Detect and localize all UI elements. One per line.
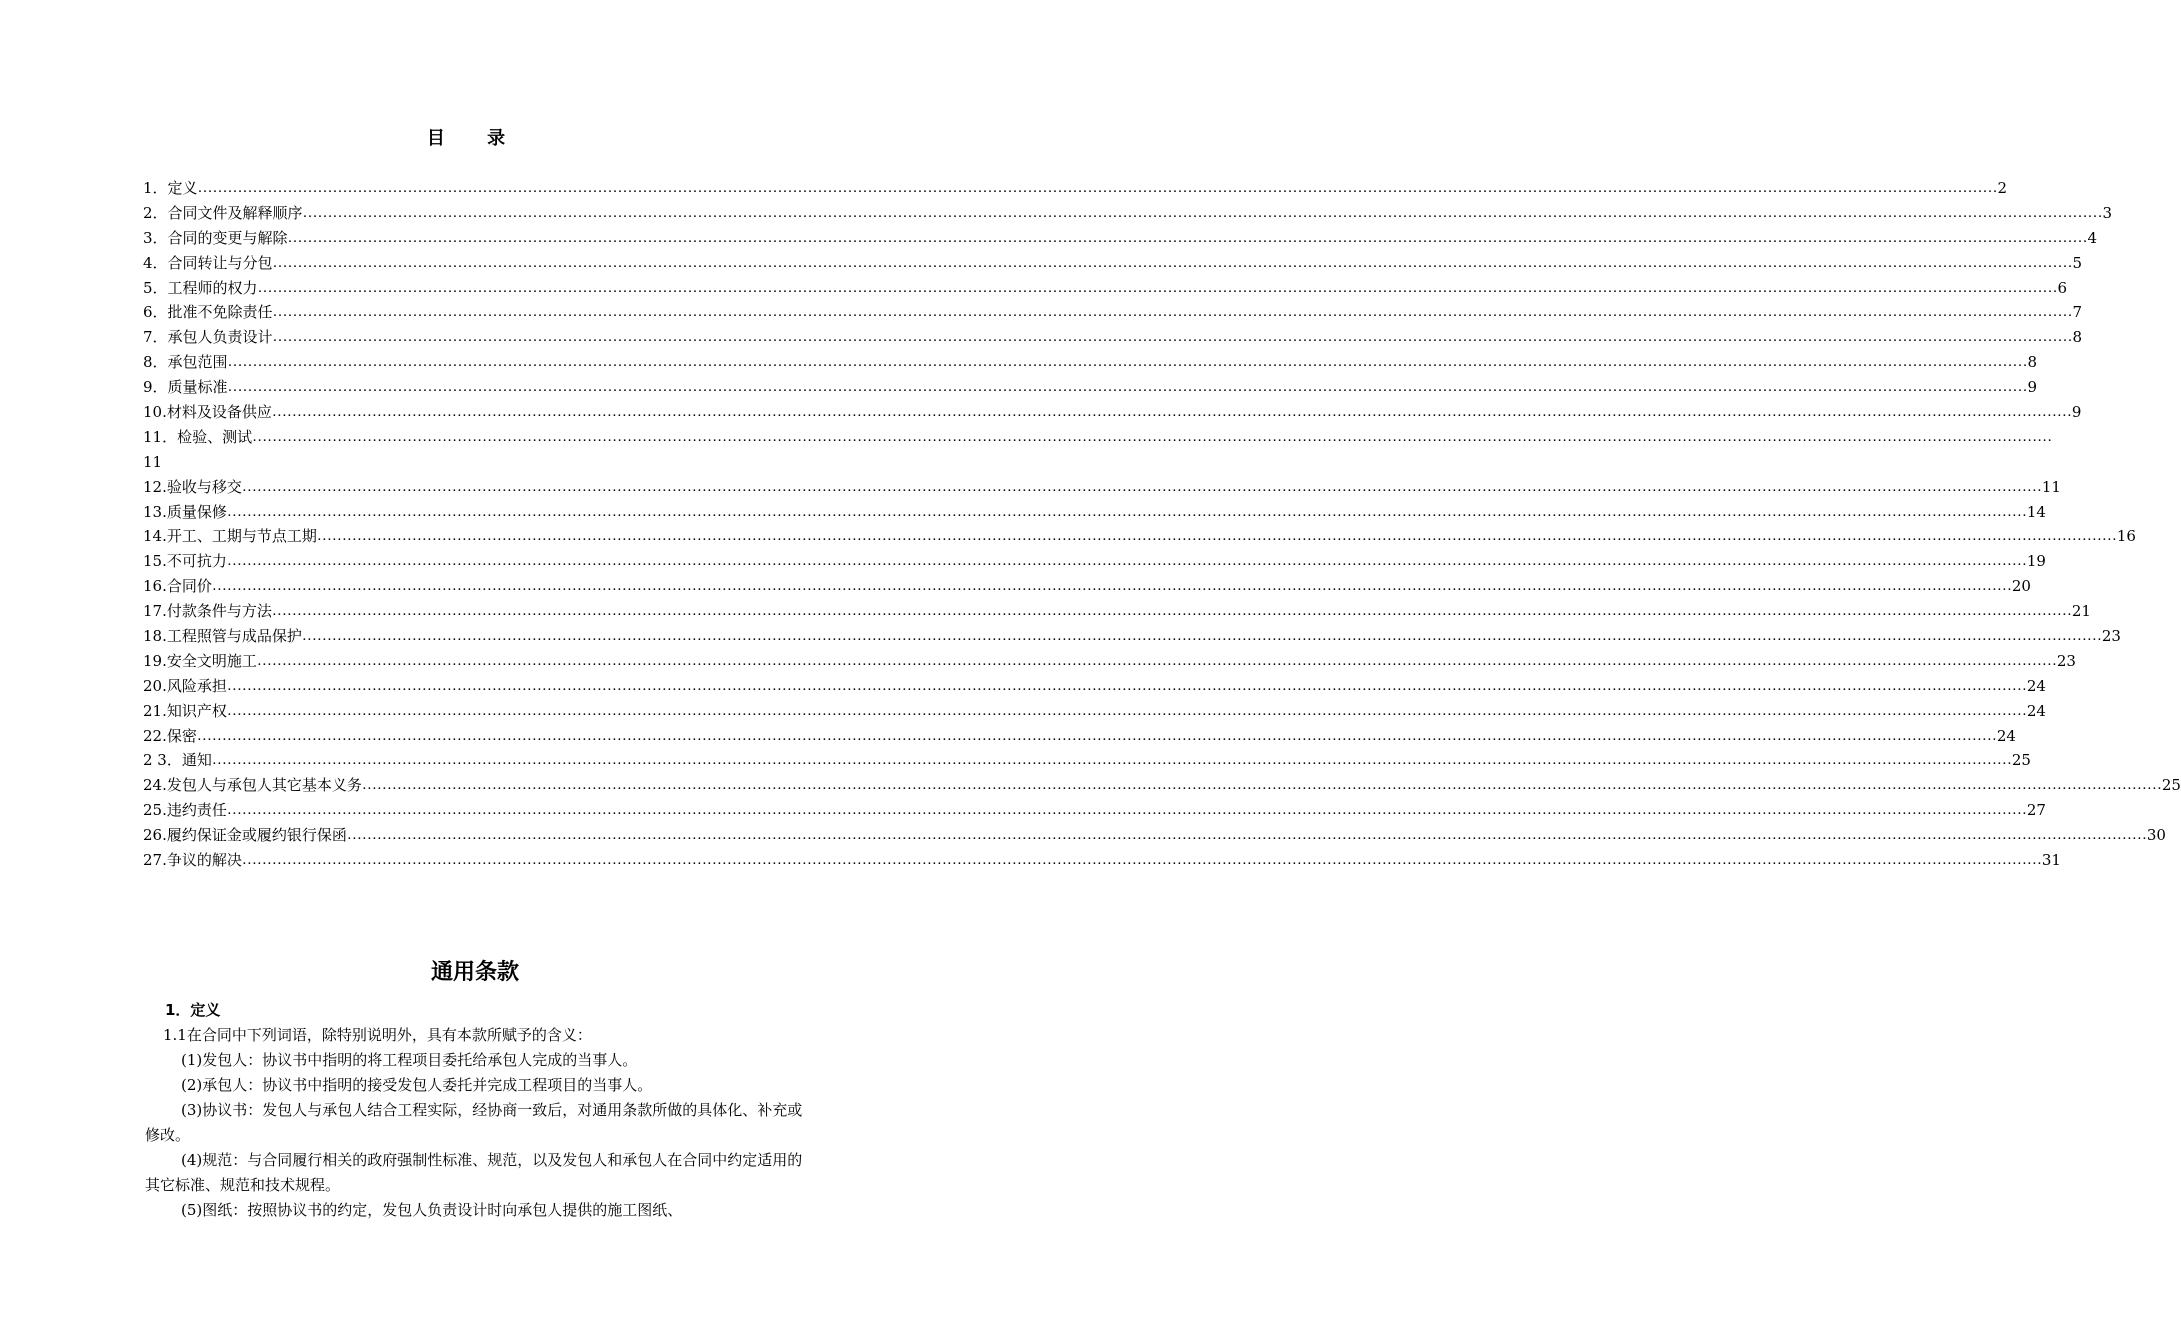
toc-entry	[143, 624, 2121, 649]
toc-entry	[143, 549, 2046, 574]
toc-entry	[143, 674, 2046, 699]
toc-entry-label: 21.知识产权	[143, 701, 227, 720]
toc-entry-page: 7	[2072, 303, 2083, 322]
toc-entry	[143, 574, 2031, 599]
toc-entry	[143, 599, 2091, 624]
toc-entry-label: 9．质量标准	[143, 378, 228, 397]
toc-entry-label: 8．承包范围	[143, 353, 228, 372]
toc-entry	[143, 226, 2098, 251]
toc-entry-label: 4．合同转让与分包	[143, 253, 273, 272]
toc-wrapped-line	[143, 450, 803, 475]
toc-leader-dots: ………………………………………………………………………………………………………………………………………………………………………………………………………………………………………………………………………………………………………………………………	[241, 852, 2042, 869]
toc-leader-dots: ………………………………………………………………………………………………………………………………………………………………………………………………………………………………………………………………………………………………………………………………	[196, 727, 1997, 744]
toc-entry-page: 11	[143, 452, 163, 471]
toc-leader-dots: ………………………………………………………………………………………………………………………………………………………………………………………………………………………………………………………………………………………………………………………………	[211, 752, 2012, 769]
toc-entry-page: 21	[2071, 602, 2091, 621]
toc-entry-page: 6	[2057, 278, 2068, 297]
toc-entry	[143, 823, 2166, 848]
toc-leader-dots: ………………………………………………………………………………………………………………………………………………………………………………………………………………………………………………………………………………………………………………………………	[287, 229, 2088, 246]
toc-entry-label: 16.合同价	[143, 577, 212, 596]
toc-leader-dots: ………………………………………………………………………………………………………………………………………………………………………………………………………………………………………………………………………………………………………………………………	[226, 802, 2027, 819]
toc-entry-label: 13.质量保修	[143, 502, 227, 521]
toc-entry-label: 26.履约保证金或履约银行保函	[143, 826, 347, 845]
toc-leader-dots: ………………………………………………………………………………………………………………………………………………………………………………………………………………………………………………………………………………………………………………………………	[252, 428, 2053, 445]
general-terms-body	[145, 998, 810, 1223]
toc-entry-label: 12.验收与移交	[143, 477, 242, 496]
toc-leader-dots: ………………………………………………………………………………………………………………………………………………………………………………………………………………………………………………………………………………………………………………………………	[211, 578, 2012, 595]
toc-leader-dots: ………………………………………………………………………………………………………………………………………………………………………………………………………………………………………………………………………………………………………………………………	[227, 354, 2028, 371]
toc-entry-label: 10.材料及设备供应	[143, 403, 272, 422]
toc-leader-dots: ………………………………………………………………………………………………………………………………………………………………………………………………………………………………………………………………………………………………………………………………	[226, 702, 2027, 719]
toc-entry-page: 23	[2101, 627, 2121, 646]
toc-entry-page: 24	[1996, 726, 2016, 745]
toc-entry-label: 18.工程照管与成品保护	[143, 627, 302, 646]
toc-entry	[143, 500, 2046, 525]
toc-leader-dots: ………………………………………………………………………………………………………………………………………………………………………………………………………………………………………………………………………………………………………………………………	[227, 379, 2028, 396]
toc-entry-page: 23	[2056, 651, 2076, 670]
toc-entry	[143, 425, 2053, 450]
toc-entry	[143, 276, 2068, 301]
toc-entry-page: 3	[2102, 203, 2113, 222]
toc-leader-dots: ………………………………………………………………………………………………………………………………………………………………………………………………………………………………………………………………………………………………………………………………	[271, 404, 2072, 421]
toc-entry	[143, 300, 2083, 325]
toc-entry-label: 20.风险承担	[143, 676, 227, 695]
toc-entry-page: 11	[2041, 477, 2061, 496]
toc-entry	[143, 524, 2136, 549]
toc-entry-page: 31	[2041, 851, 2061, 870]
definition-item: (5)图纸：按照协议书的约定，发包人负责设计时向承包人提供的施工图纸、	[181, 1201, 683, 1219]
definition-item: (3)协议书：发包人与承包人结合工程实际，经协商一致后，对通用条款所做的具体化、补充或修改。	[145, 1101, 803, 1144]
toc-entry-label: 1．定义	[143, 179, 198, 197]
toc-leader-dots: ………………………………………………………………………………………………………………………………………………………………………………………………………………………………………………………………………………………………………………………………	[272, 254, 2073, 271]
toc-entry-page: 27	[2026, 801, 2046, 820]
toc-entry	[143, 798, 2046, 823]
toc-entry-label: 24.发包人与承包人其它基本义务	[143, 776, 362, 795]
toc-entry-page: 25	[2011, 751, 2031, 770]
toc-leader-dots: ………………………………………………………………………………………………………………………………………………………………………………………………………………………………………………………………………………………………………………………………	[361, 777, 2162, 794]
section-heading: 1．定义	[165, 1001, 221, 1019]
definition-item: (1)发包人：协议书中指明的将工程项目委托给承包人完成的当事人。	[181, 1051, 638, 1069]
toc-entry-page: 4	[2087, 228, 2098, 247]
toc-leader-dots: ………………………………………………………………………………………………………………………………………………………………………………………………………………………………………………………………………………………………………………………………	[226, 503, 2027, 520]
toc-entry-label: 17.付款条件与方法	[143, 602, 272, 621]
clause-paragraph: 1.1在合同中下列词语，除特别说明外，具有本款所赋予的含义：	[163, 1026, 592, 1044]
toc-entry	[143, 475, 2061, 500]
toc-leader-dots: ………………………………………………………………………………………………………………………………………………………………………………………………………………………………………………………………………………………………………………………………	[272, 329, 2073, 346]
toc-entry-label: 27.争议的解决	[143, 851, 242, 870]
toc-leader-dots: ………………………………………………………………………………………………………………………………………………………………………………………………………………………………………………………………………………………………………………………………	[316, 528, 2117, 545]
toc-leader-dots: ………………………………………………………………………………………………………………………………………………………………………………………………………………………………………………………………………………………………………………………………	[226, 553, 2027, 570]
toc-leader-dots: ………………………………………………………………………………………………………………………………………………………………………………………………………………………………………………………………………………………………………………………………	[346, 827, 2147, 844]
toc-entry-page: 2	[1997, 179, 2008, 197]
toc-leader-dots: ………………………………………………………………………………………………………………………………………………………………………………………………………………………………………………………………………………………………………………………………	[301, 628, 2102, 645]
table-of-contents	[143, 176, 2181, 873]
toc-entry-page: 24	[2026, 701, 2046, 720]
toc-leader-dots: ………………………………………………………………………………………………………………………………………………………………………………………………………………………………………………………………………………………………………………………………	[272, 304, 2073, 321]
toc-entry	[143, 375, 2038, 400]
toc-entry-page: 24	[2026, 676, 2046, 695]
toc-entry-page: 20	[2011, 577, 2031, 596]
toc-entry-label: 14.开工、工期与节点工期	[143, 527, 317, 546]
toc-leader-dots: ………………………………………………………………………………………………………………………………………………………………………………………………………………………………………………………………………………………………………………………………	[226, 677, 2027, 694]
toc-leader-dots: ………………………………………………………………………………………………………………………………………………………………………………………………………………………………………………………………………………………………………………………………	[197, 180, 1998, 196]
toc-entry	[143, 400, 2082, 425]
toc-entry-page: 30	[2146, 826, 2166, 845]
toc-entry-label: 5．工程师的权力	[143, 278, 258, 297]
definition-item: (4)规范：与合同履行相关的政府强制性标准、规范，以及发包人和承包人在合同中约定适用的其它标准、规范和技术规程。	[145, 1151, 803, 1194]
toc-entry	[143, 176, 2008, 201]
toc-entry	[143, 724, 2016, 749]
toc-entry-label: 7．承包人负责设计	[143, 328, 273, 347]
toc-entry-page: 8	[2027, 353, 2038, 372]
toc-title: 目 录	[426, 128, 524, 149]
toc-entry-label: 25.违约责任	[143, 801, 227, 820]
definition-item: (2)承包人：协议书中指明的接受发包人委托并完成工程项目的当事人。	[181, 1076, 653, 1094]
toc-entry-page: 19	[2026, 552, 2046, 571]
toc-entry	[143, 201, 2113, 226]
toc-entry-page: 16	[2116, 527, 2136, 546]
toc-entry-page: 9	[2027, 378, 2038, 397]
toc-entry-page: 5	[2072, 253, 2083, 272]
toc-entry-label: 15.不可抗力	[143, 552, 227, 571]
toc-entry-label: 22.保密	[143, 726, 197, 745]
toc-entry-label: 19.安全文明施工	[143, 651, 257, 670]
toc-entry	[143, 699, 2046, 724]
toc-entry	[143, 251, 2083, 276]
toc-entry-label: 6．批准不免除责任	[143, 303, 273, 322]
toc-entry-label: 2．合同文件及解释顺序	[143, 203, 303, 222]
toc-entry	[143, 325, 2083, 350]
toc-entry-label: 11．检验、测试	[143, 427, 253, 446]
toc-entry-page: 25	[2161, 776, 2181, 795]
toc-entry	[143, 848, 2061, 873]
toc-entry-page: 14	[2026, 502, 2046, 521]
toc-entry	[143, 649, 2076, 674]
toc-entry	[143, 773, 2181, 798]
toc-entry-label: 2 3．通知	[143, 751, 212, 770]
toc-leader-dots: ………………………………………………………………………………………………………………………………………………………………………………………………………………………………………………………………………………………………………………………………	[257, 279, 2058, 296]
toc-leader-dots: ………………………………………………………………………………………………………………………………………………………………………………………………………………………………………………………………………………………………………………………………	[302, 204, 2103, 221]
section-title: 通用条款	[430, 960, 519, 985]
toc-entry-page: 8	[2072, 328, 2083, 347]
toc-leader-dots: ………………………………………………………………………………………………………………………………………………………………………………………………………………………………………………………………………………………………………………………………	[256, 652, 2057, 669]
toc-leader-dots: ………………………………………………………………………………………………………………………………………………………………………………………………………………………………………………………………………………………………………………………………	[241, 478, 2042, 495]
toc-entry	[143, 350, 2038, 375]
toc-entry-label: 3．合同的变更与解除	[143, 228, 288, 247]
toc-leader-dots: ………………………………………………………………………………………………………………………………………………………………………………………………………………………………………………………………………………………………………………………………	[271, 603, 2072, 620]
toc-entry-page: 9	[2071, 403, 2082, 422]
toc-entry	[143, 748, 2031, 773]
